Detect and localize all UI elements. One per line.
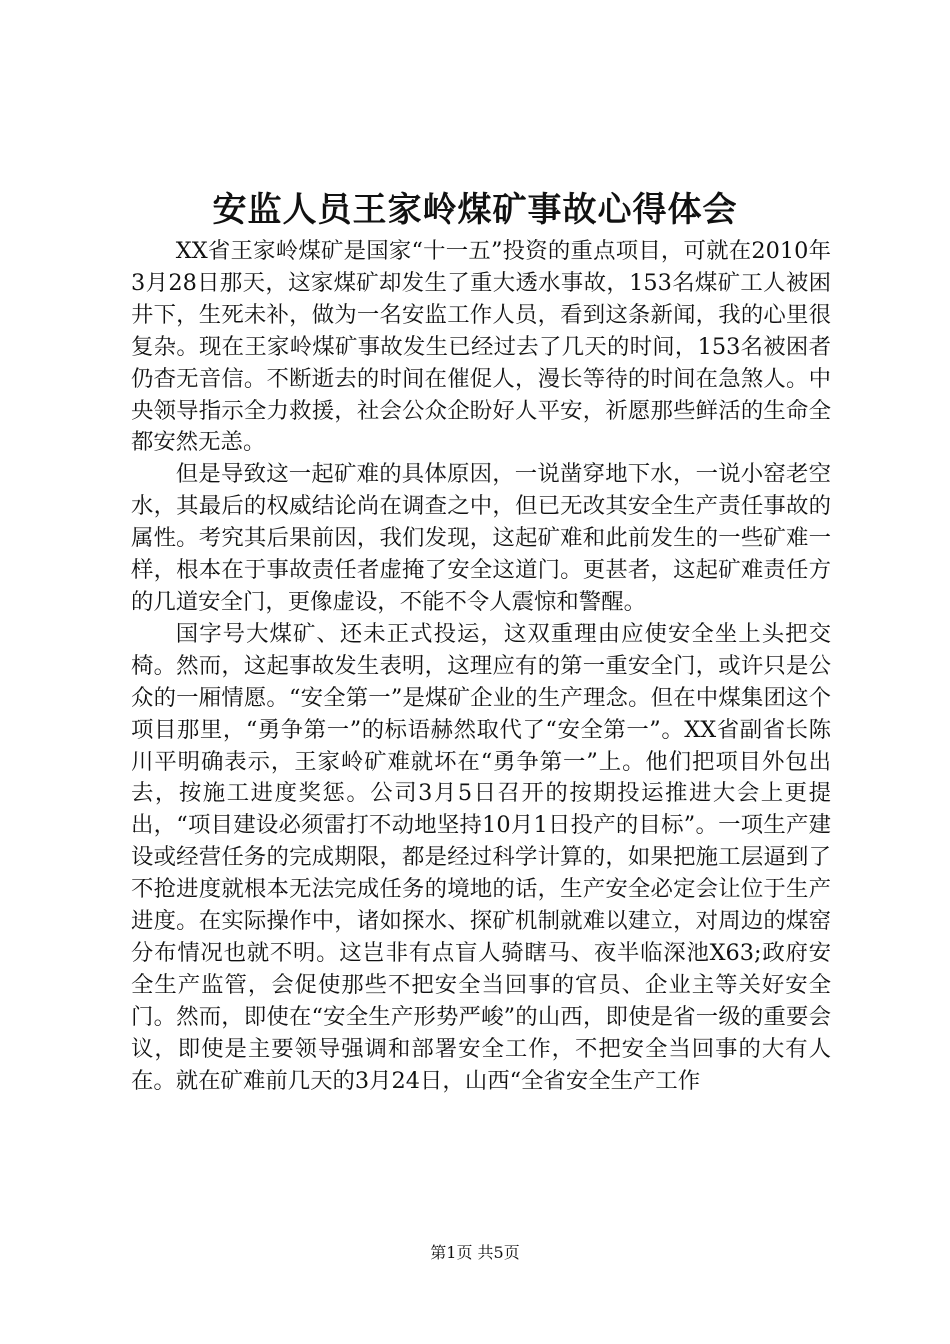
page-number-footer: 第1页 共5页 xyxy=(430,1243,520,1262)
document-body xyxy=(131,236,831,1097)
body-paragraph-1: XX省王家岭煤矿是国家“十一五”投资的重点项目，可就在2010年3月28日那天，这家煤矿却发生了重大透水事故，153名煤矿工人被困井下，生死未补，做为一名安监工作人员，看到这条新闻，我的心里很复杂。现在王家岭煤矿事故发生已经过去了几天的时间，153名被困者仍杳无音信。不断逝去的时间在催促人，漫长等待的时间在急煞人。中央领导指示全力救援，社会公众企盼好人平安，祈愿那些鲜活的生命全都安然无恙。 xyxy=(131,238,831,456)
body-paragraph-3: 国字号大煤矿、还未正式投运，这双重理由应使安全坐上头把交椅。然而，这起事故发生表明，这理应有的第一重安全门，或许只是公众的一厢情愿。“安全第一”是煤矿企业的生产理念。但在中煤集团这个项目那里，“勇争第一”的标语赫然取代了“安全第一”。XX省副省长陈川平明确表示，王家岭矿难就坏在“勇争第一”上。他们把项目外包出去，按施工进度奖惩。公司3月5日召开的按期投运推进大会上更提出，“项目建设必须雷打不动地坚持10月1日投产的目标”。一项生产建设或经营任务的完成期限，都是经过科学计算的，如果把施工层逼到了不抢进度就根本无法完成任务的境地的话，生产安全必定会让位于生产进度。在实际操作中，诸如探水、探矿机制就难以建立，对周边的煤窑分布情况也就不明。这岂非有点盲人骑瞎马、夜半临深池X63;政府安全生产监管，会促使那些不把安全当回事的官员、企业主等关好安全门。然而，即使在“安全生产形势严峻”的山西，即使是省一级的重要会议，即使是主要领导强调和部署安全工作，不把安全当回事的大有人在。就在矿难前几天的3月24日，山西“全省安全生产工作 xyxy=(131,620,831,1094)
document-title: 安监人员王家岭煤矿事故心得体会 xyxy=(212,190,738,230)
body-paragraph-2: 但是导致这一起矿难的具体原因，一说凿穿地下水，一说小窑老空水，其最后的权威结论尚在调查之中，但已无改其安全生产责任事故的属性。考究其后果前因，我们发现，这起矿难和此前发生的一些矿难一样，根本在于事故责任者虚掩了安全这道门。更甚者，这起矿难责任方的几道安全门，更像虚设，不能不令人震惊和警醒。 xyxy=(131,461,831,615)
